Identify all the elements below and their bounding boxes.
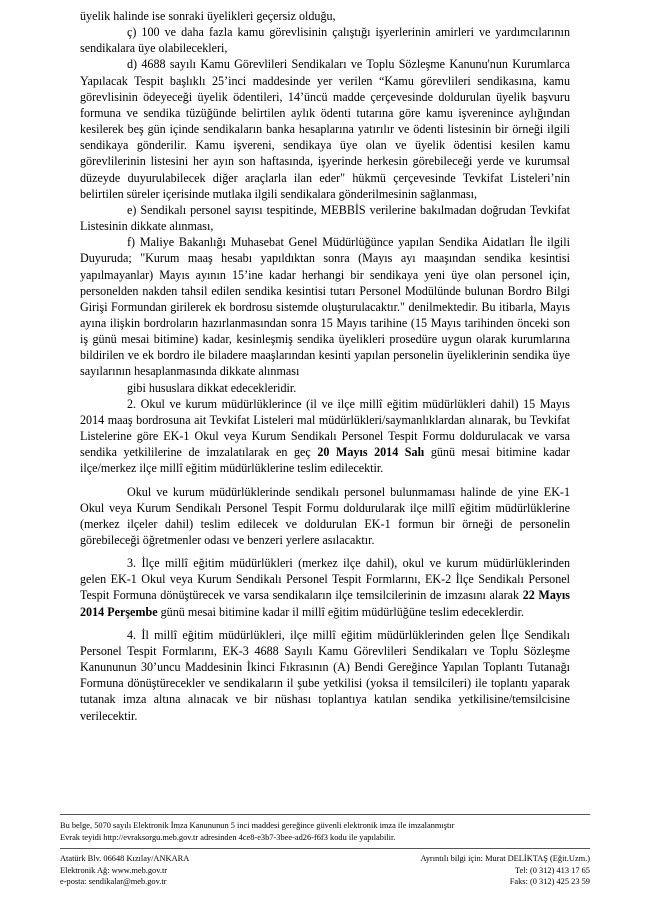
paragraph-no-union-staff: Okul ve kurum müdürlüklerinde sendikalı personel bulunmaması halinde de yine EK-1 Okul veya Kurum Sendikalı Personel Tespit Formu doldurularak ilçe millî eğitim müdürlüklerine (merkez ilçeler dahil) teslim edilecek ve doldurulan EK-1 formun bir örneği de personelin görebileceği öğretmenler odası ve benzeri yerlere asılacaktır. — [80, 484, 570, 547]
paragraph-section-4: 4. İl millî eğitim müdürlükleri, ilçe millî eğitim müdürlüklerinden gelen İlçe Sendikalı Personel Tespit Formlarını, EK-3 4688 Sayılı Kamu Görevlileri Sendikaları ve Toplu Sözleşme Kanununun 30’uncu Maddesinin İkinci Fıkrasının (A) Bendi Gereğince Yapılan Toplantı Tutanağı Formuna dönüştürecekler ve sendikaların il şube yetkilisi (yoksa il temsilcileri) ile toplantı yaparak tutanak imza altına alınacak ve bir nüshası toplantıya katılan sendika yetkilisine/temsilcisine verilecektir. — [80, 627, 570, 723]
paragraph-section-3 — [80, 555, 570, 620]
fax-number: Faks: (0 312) 425 23 59 — [509, 877, 590, 887]
footer-divider-bottom — [60, 848, 590, 849]
office-address: Atatürk Blv. 06648 Kızılay/ANKARA — [60, 854, 190, 863]
website-link[interactable]: Elektronik Ağ: www.meb.gov.tr — [60, 865, 168, 875]
deadline-may-22: 22 Mayıs 2014 Perşembe — [80, 588, 570, 619]
e-signature-line: Bu belge, 5070 sayılı Elektronik İmza Kanununun 5 inci maddesi gereğince güvenli elektronik imza ile imzalanmıştır — [60, 821, 455, 830]
section-3-text-a: 3. İlçe millî eğitim müdürlükleri (merkez ilçe dahil), okul ve kurum müdürlüklerinden gelen EK-1 Okul veya Kurum Sendikalı Personel Tespit Formlarını, EK-2 İlçe Sendikalı Personel Tespit Formuna dönüştürecek ve varsa sendikaların ilçe temsilcilerinin de imzasını alarak — [80, 556, 570, 603]
email-link[interactable]: e-posta: sendikalar@meb.gov.tr — [60, 877, 167, 887]
contact-person: Ayrıntılı bilgi için: Murat DELİKTAŞ (Eğit.Uzm.) — [420, 854, 590, 863]
section-3-text-c: günü mesai bitimine kadar il millî eğitim müdürlüğüne teslim edeceklerdir. — [157, 604, 525, 619]
paragraph-item-f: f) Maliye Bakanlığı Muhasebat Genel Müdürlüğünce yapılan Sendika Aidatları İle ilgili Duyuruda; "Kurum maaş hesabı yapıldıktan sonra (Mayıs ayı maaşından sendika kesintisi yapılmayanlar) Mayıs ayının 15’ine kadar herhangi bir sendikaya yeni üye olan personel için, personelden nakden tahsil edilen sendika kesintisi tutarı Personel Modülünde bulunan Bordro Bilgi Girişi Formundan girilerek ek bordrosu sistemde oluşturulacaktır." denilmektedir. Bu itibarla, Mayıs ayına ilişkin bordroların hazırlanmasından sonra 15 Mayıs tarihine (15 Mayıs tarihinden önceki son iş günü mesai bitimine) kadar, kesinleşmiş sendika üyelikleri prosedüre uygun olarak kurumlarına bildirilen ve ek bordro ile biladere maaşlarından kesinti yapılan personelin üyeliklerinin sendika üye sayılarının hesaplanmasında dikkate alınması — [80, 235, 570, 379]
paragraph-section-2 — [80, 396, 570, 477]
paragraph-closing-remark: gibi hususlara dikkat edecekleridir. — [127, 380, 297, 395]
paragraph-item-d: d) 4688 sayılı Kamu Görevlileri Sendikaları ve Toplu Sözleşme Kanunu'nun Kurumlarca Yapılacak Tespit başlıklı 25’inci maddesinde yer verilen “Kamu görevlileri sendikasına, kamu görevlisinin ödeyeceği üyelik ödentileri, 14’üncü madde çerçevesinde doldurulan üyelik başvuru formuna ve sendika tüzüğünde belirtilen aylık ödenti tutarına göre kamu işverenince aylığından kesilerek beş gün içinde sendikaların banka hesaplarına yatırılır ve ödenti listesinin bir örneği ilgili sendikaya gönderilir. Kamu işvereni, sendikaya üye olan ve üyelik ödentisi kesilen kamu görevlilerinin listesini her ayın son haftasında, işyerinde herkesin görebileceği yerde ve kurumsal düzeyde duyurulabilecek diğer araçlarla ilan eder" hükmü çerçevesinde Tevkifat Listeleri’nin belirtilen süreler içerisinde mutlaka ilgili sendikalara gönderilmesinin sağlanması, — [80, 57, 570, 201]
e-signature-notice — [60, 820, 590, 843]
document-body — [80, 8, 570, 724]
footer-divider-top — [60, 814, 590, 815]
document-verification-line: Evrak teyidi http://evraksorgu.meb.gov.tr adresinden 4ce8-e3b7-3bee-ad26-f6f3 kodu ile yapılabilir. — [60, 832, 396, 842]
phone-number: Tel: (0 312) 413 17 65 — [514, 865, 590, 875]
contact-footer — [60, 853, 590, 888]
paragraph-item-e: e) Sendikalı personel sayısı tespitinde, MEBBİS verilerine bakılmadan doğrudan Tevkifat Listesinin dikkate alınması, — [80, 202, 570, 234]
paragraph-item-c-cedilla: ç) 100 ve daha fazla kamu görevlisinin çalıştığı işyerlerinin amirleri ve yardımcılarının sendikalara üye olabilecekleri, — [80, 25, 570, 56]
deadline-may-20: 20 Mayıs 2014 Salı — [317, 445, 425, 460]
paragraph-membership-end: üyelik halinde ise sonraki üyelikleri geçersiz olduğu, — [80, 9, 336, 23]
section-2-text-c: günü mesai bitimine kadar ilçe/merkez ilçe millî eğitim müdürlüklerine teslim edilecektir. — [80, 445, 571, 476]
section-2-text-a: 2. Okul ve kurum müdürlüklerince (il ve ilçe millî eğitim müdürlükleri dahil) 15 Mayıs 2014 maaş bordrosuna ait Tevkifat Listeleri mal müdürlükleri/saymanlıklardan alınarak, bu Tevkifat Listelerine göre EK-1 Okul veya Kurum Sendikalı Personel Tespit Formu doldurulacak ve varsa sendika yetkililerine de imzalatılarak en geç — [80, 396, 570, 460]
